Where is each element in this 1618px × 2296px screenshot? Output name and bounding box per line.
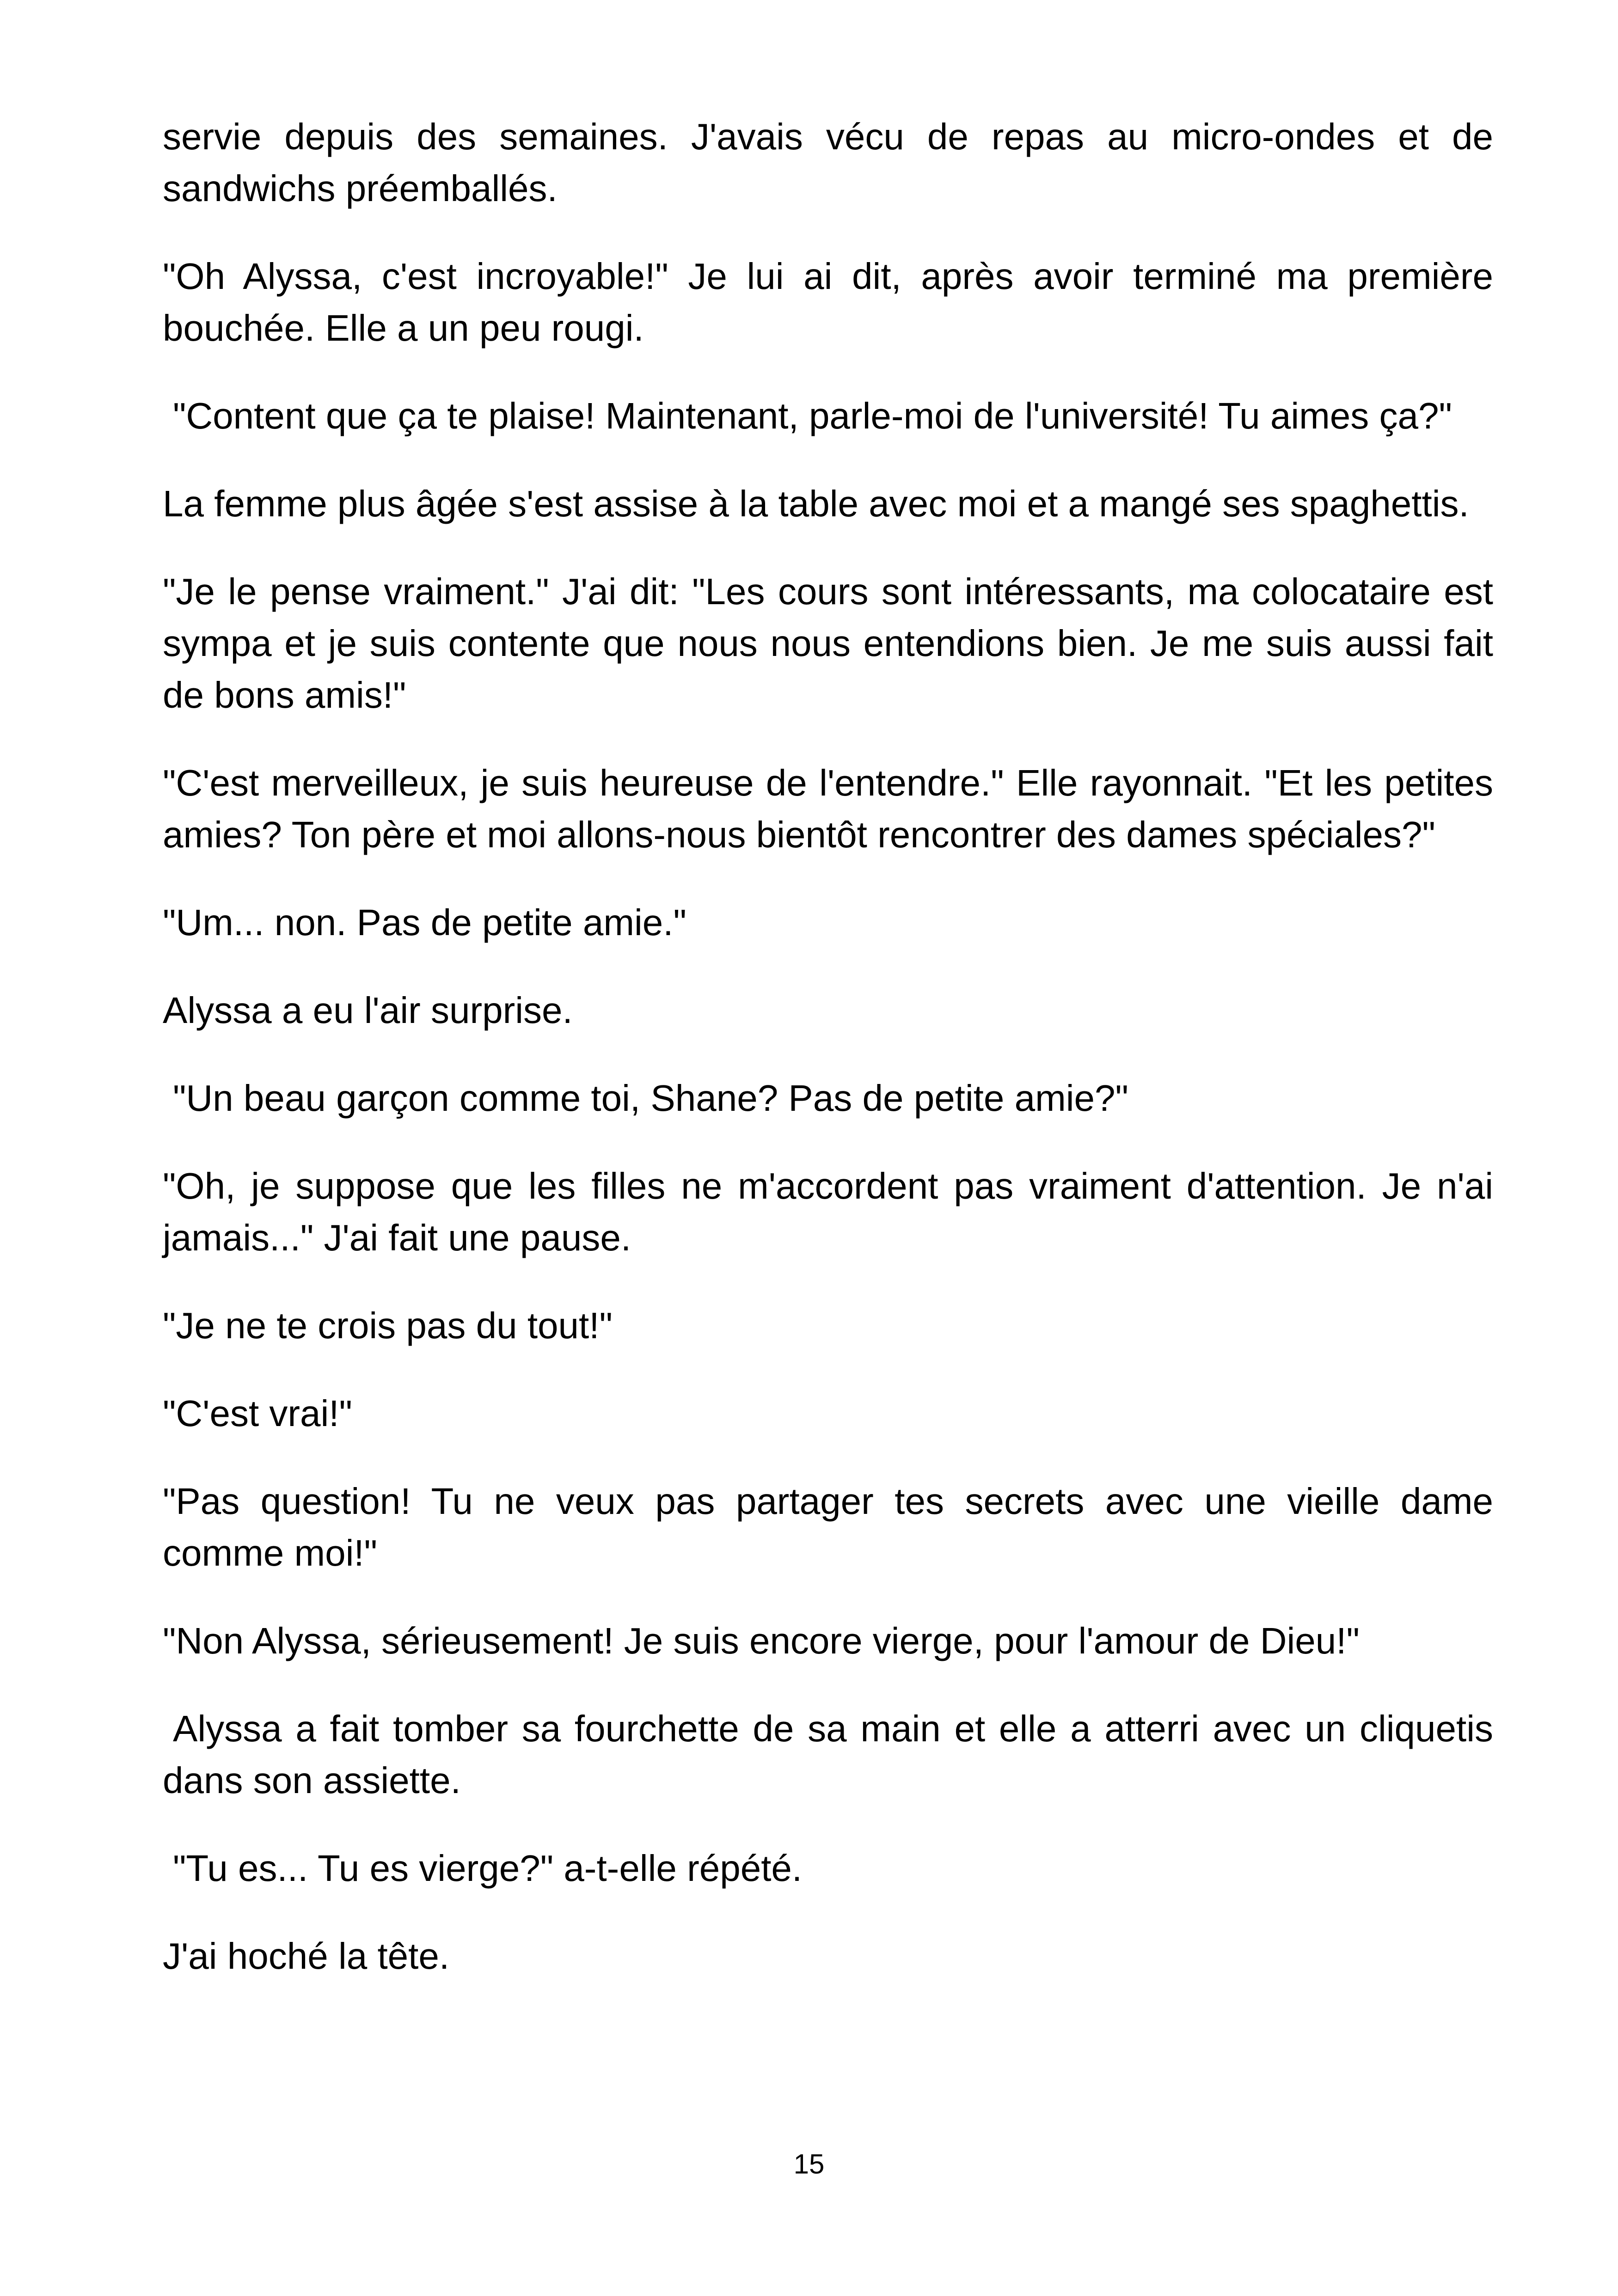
- paragraph-17: J'ai hoché la tête.: [163, 1935, 450, 1977]
- paragraph-13: "Pas question! Tu ne veux pas partager tes secrets avec une vieille dame comme moi!": [163, 1481, 1493, 1574]
- paragraph-3: "Content que ça te plaise! Maintenant, parle-moi de l'université! Tu aimes ça?": [173, 395, 1452, 436]
- paragraph-15: Alyssa a fait tomber sa fourchette de sa main et elle a atterri avec un cliquetis dans son assiette.: [163, 1708, 1493, 1801]
- paragraph-14: "Non Alyssa, sérieusement! Je suis encore vierge, pour l'amour de Dieu!": [163, 1620, 1360, 1661]
- paragraph-6: "C'est merveilleux, je suis heureuse de l'entendre." Elle rayonnait. "Et les petites amies? Ton père et moi allons-nous bientôt rencontrer des dames spéciales?": [163, 762, 1493, 855]
- paragraph-1: servie depuis des semaines. J'avais vécu de repas au micro-ondes et de sandwichs préemballés.: [163, 116, 1493, 209]
- paragraph-16: "Tu es... Tu es vierge?" a-t-elle répété.: [173, 1848, 803, 1889]
- paragraph-12: "C'est vrai!": [163, 1393, 352, 1434]
- paragraph-10: "Oh, je suppose que les filles ne m'accordent pas vraiment d'attention. Je n'ai jamais..." J'ai fait une pause.: [163, 1165, 1493, 1258]
- paragraph-8: Alyssa a eu l'air surprise.: [163, 990, 573, 1031]
- page-body: [163, 111, 1493, 2018]
- page-number: 15: [793, 2149, 825, 2180]
- paragraph-5: "Je le pense vraiment." J'ai dit: "Les cours sont intéressants, ma colocataire est sympa et je suis contente que nous nous entendions bien. Je me suis aussi fait de bons amis!": [163, 571, 1493, 716]
- paragraph-4: La femme plus âgée s'est assise à la table avec moi et a mangé ses spaghettis.: [163, 483, 1469, 524]
- paragraph-2: "Oh Alyssa, c'est incroyable!" Je lui ai dit, après avoir terminé ma première bouchée. Elle a un peu rougi.: [163, 256, 1493, 349]
- paragraph-7: "Um... non. Pas de petite amie.": [163, 902, 686, 943]
- paragraph-9: "Un beau garçon comme toi, Shane? Pas de petite amie?": [173, 1078, 1128, 1119]
- paragraph-11: "Je ne te crois pas du tout!": [163, 1305, 613, 1346]
